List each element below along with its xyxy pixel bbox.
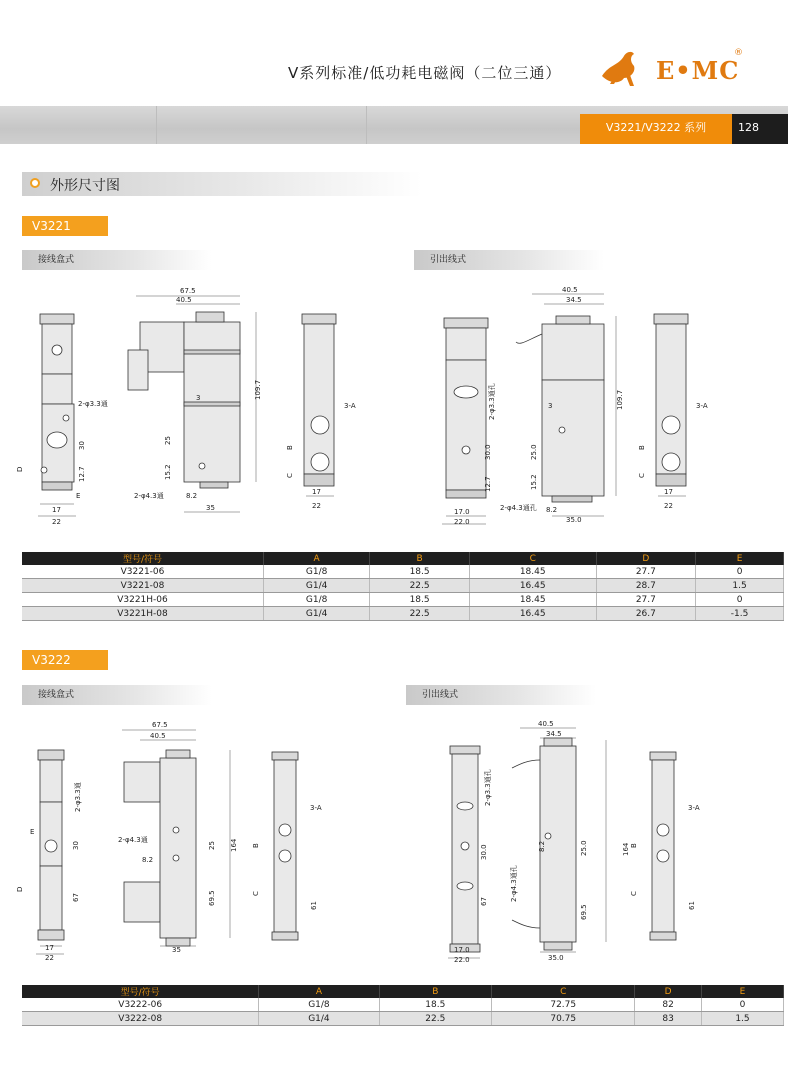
model-tag-v3222: V3222: [22, 650, 108, 670]
sub-heading-lead-wire-2: 引出线式: [406, 685, 596, 705]
dim-22-end-r: 22: [664, 502, 673, 510]
label-b: B: [286, 445, 294, 450]
dim-35-0-rb: 35.0: [548, 954, 564, 962]
model-tag-v3221: V3221: [22, 216, 108, 236]
label-e: E: [76, 492, 81, 500]
dim-25-0-r: 25.0: [530, 444, 538, 460]
dim-34-5-r: 34.5: [566, 296, 582, 304]
dim-35: 35: [206, 504, 215, 512]
table-row: V3221-06 G1/8 18.5 18.45 27.7 0: [22, 565, 784, 579]
dim-40-5-r: 40.5: [562, 286, 578, 294]
dim-61-rb: 61: [688, 901, 696, 910]
sub-heading-junction-box: 接线盒式: [22, 250, 212, 270]
v3221-lead-end-view: [654, 314, 688, 486]
label-c-rb: C: [630, 891, 638, 896]
label-3a-rb: 3-A: [688, 804, 700, 812]
dim-hole-4-3-rb: 2-φ4.3通孔: [510, 865, 518, 902]
label-3a-b: 3-A: [310, 804, 322, 812]
dim-69-5-r: 69.5: [580, 904, 588, 920]
dim-hole-4-3-r: 2-φ4.3通孔: [500, 504, 537, 512]
bullet-icon: [30, 178, 40, 188]
v3221-side-view: [128, 312, 240, 488]
dim-164: 164: [230, 838, 238, 852]
dim-22-0-r: 22.0: [454, 518, 470, 526]
dim-30-0-rb: 30.0: [480, 844, 488, 860]
dim-30-0-r: 30.0: [484, 444, 492, 460]
label-d-b: D: [16, 886, 24, 892]
table-header-row: 型号/符号 A B C D E: [22, 552, 784, 565]
section-heading: [22, 172, 422, 196]
v3222-lead-front-view: [450, 746, 480, 952]
dim-67-5-b: 67.5: [152, 721, 168, 729]
dim-17-end: 17: [312, 488, 321, 496]
dim-69-5: 69.5: [208, 890, 216, 906]
table-row: V3222-08 G1/4 22.5 70.75 83 1.5: [22, 1012, 784, 1026]
v3221-end-view: [302, 314, 336, 486]
dim-8-2-b: 8.2: [142, 856, 154, 864]
dim-hole-4-3: 2-φ4.3通: [134, 492, 164, 500]
dim-hole-3-3-rb: 2-φ3.3通孔: [484, 769, 492, 806]
dim-109-7: 109.7: [254, 379, 262, 400]
table-row: V3222-06 G1/8 18.5 72.75 82 0: [22, 998, 784, 1012]
label-b-b: B: [252, 843, 260, 848]
dim-hole-3-3-r: 2-φ3.3通孔: [488, 383, 496, 420]
dim-61-b: 61: [310, 901, 318, 910]
dim-hole-4-3-b: 2-φ4.3通: [118, 836, 148, 844]
v3221-front-view: [40, 314, 74, 490]
brand-name: E•MC: [656, 56, 740, 85]
dim-25: 25: [164, 436, 172, 445]
sub-heading-lead-wire: 引出线式: [414, 250, 604, 270]
table-row: V3221H-08 G1/4 22.5 16.45 26.7 -1.5: [22, 607, 784, 621]
dim-109-7-r: 109.7: [616, 389, 624, 410]
dim-40-5-b: 40.5: [150, 732, 166, 740]
dim-3: 3: [196, 394, 201, 402]
dim-35-b: 35: [172, 946, 181, 954]
dim-22-end: 22: [312, 502, 321, 510]
dim-22: 22: [52, 518, 61, 526]
dim-25-b: 25: [208, 841, 216, 850]
v3221-drawings: [0, 280, 788, 540]
dim-17: 17: [52, 506, 61, 514]
dim-hole-3-3-b: 2-φ3.3通: [74, 782, 82, 812]
dim-17-0-rb: 17.0: [454, 946, 470, 954]
dim-30: 30: [78, 441, 86, 450]
label-c-r: C: [638, 473, 646, 478]
registered-mark: ®: [734, 48, 743, 58]
dim-25-0-rb: 25.0: [580, 840, 588, 856]
label-b-r: B: [638, 445, 646, 450]
v3222-front-view: [38, 750, 64, 940]
page-number: 128: [732, 114, 788, 144]
label-3a-r: 3-A: [696, 402, 708, 410]
spec-table-v3221: [22, 552, 784, 621]
table-header-row: 型号/符号 A B C D E: [22, 985, 784, 998]
table-row: V3221-08 G1/4 22.5 16.45 28.7 1.5: [22, 579, 784, 593]
v3222-end-view: [272, 752, 298, 940]
dim-34-5-rb: 34.5: [546, 730, 562, 738]
dim-67-b: 67: [72, 893, 80, 902]
spec-table-v3222: [22, 985, 784, 1026]
v3222-side-view: [124, 750, 196, 946]
v3222-lead-end-view: [650, 752, 676, 940]
dim-40-5-rb: 40.5: [538, 720, 554, 728]
dim-67-5: 67.5: [180, 287, 196, 295]
dim-8-2-rb: 8.2: [538, 840, 546, 852]
dim-8-2: 8.2: [186, 492, 198, 500]
dim-hole-3-3: 2-φ3.3通: [78, 400, 108, 408]
dim-164-r: 164: [622, 842, 630, 856]
dim-12-7: 12.7: [78, 466, 86, 482]
label-3a: 3-A: [344, 402, 356, 410]
table-row: V3221H-06 G1/8 18.5 18.45 27.7 0: [22, 593, 784, 607]
v3221-lead-front-view: [444, 318, 488, 498]
dim-17-b: 17: [45, 944, 54, 952]
sub-heading-junction-box-2: 接线盒式: [22, 685, 212, 705]
dim-17-end-r: 17: [664, 488, 673, 496]
dim-22-b: 22: [45, 954, 54, 962]
series-tab: V3221/V3222 系列: [580, 114, 732, 144]
dim-12-7-r: 12.7: [484, 476, 492, 492]
dim-8-2-r: 8.2: [546, 506, 558, 514]
label-b-rb: B: [630, 843, 638, 848]
v3222-drawings: [0, 716, 788, 966]
dim-67-rb: 67: [480, 897, 488, 906]
dim-17-0-r: 17.0: [454, 508, 470, 516]
dim-3-r: 3: [548, 402, 553, 410]
dim-40-5: 40.5: [176, 296, 192, 304]
dim-22-0-rb: 22.0: [454, 956, 470, 964]
page-title: V系列标准/低功耗电磁阀（二位三通）: [288, 64, 562, 82]
label-c: C: [286, 473, 294, 478]
label-d: D: [16, 466, 24, 472]
v3221-lead-side-view: [516, 316, 604, 502]
label-e-b: E: [30, 828, 35, 836]
section-title: 外形尺寸图: [50, 178, 120, 194]
dim-35-0-r: 35.0: [566, 516, 582, 524]
dim-15-2: 15.2: [164, 464, 172, 480]
dim-15-2-r: 15.2: [530, 474, 538, 490]
label-c-b: C: [252, 891, 260, 896]
horse-icon: [602, 52, 634, 86]
dim-30-b: 30: [72, 841, 80, 850]
